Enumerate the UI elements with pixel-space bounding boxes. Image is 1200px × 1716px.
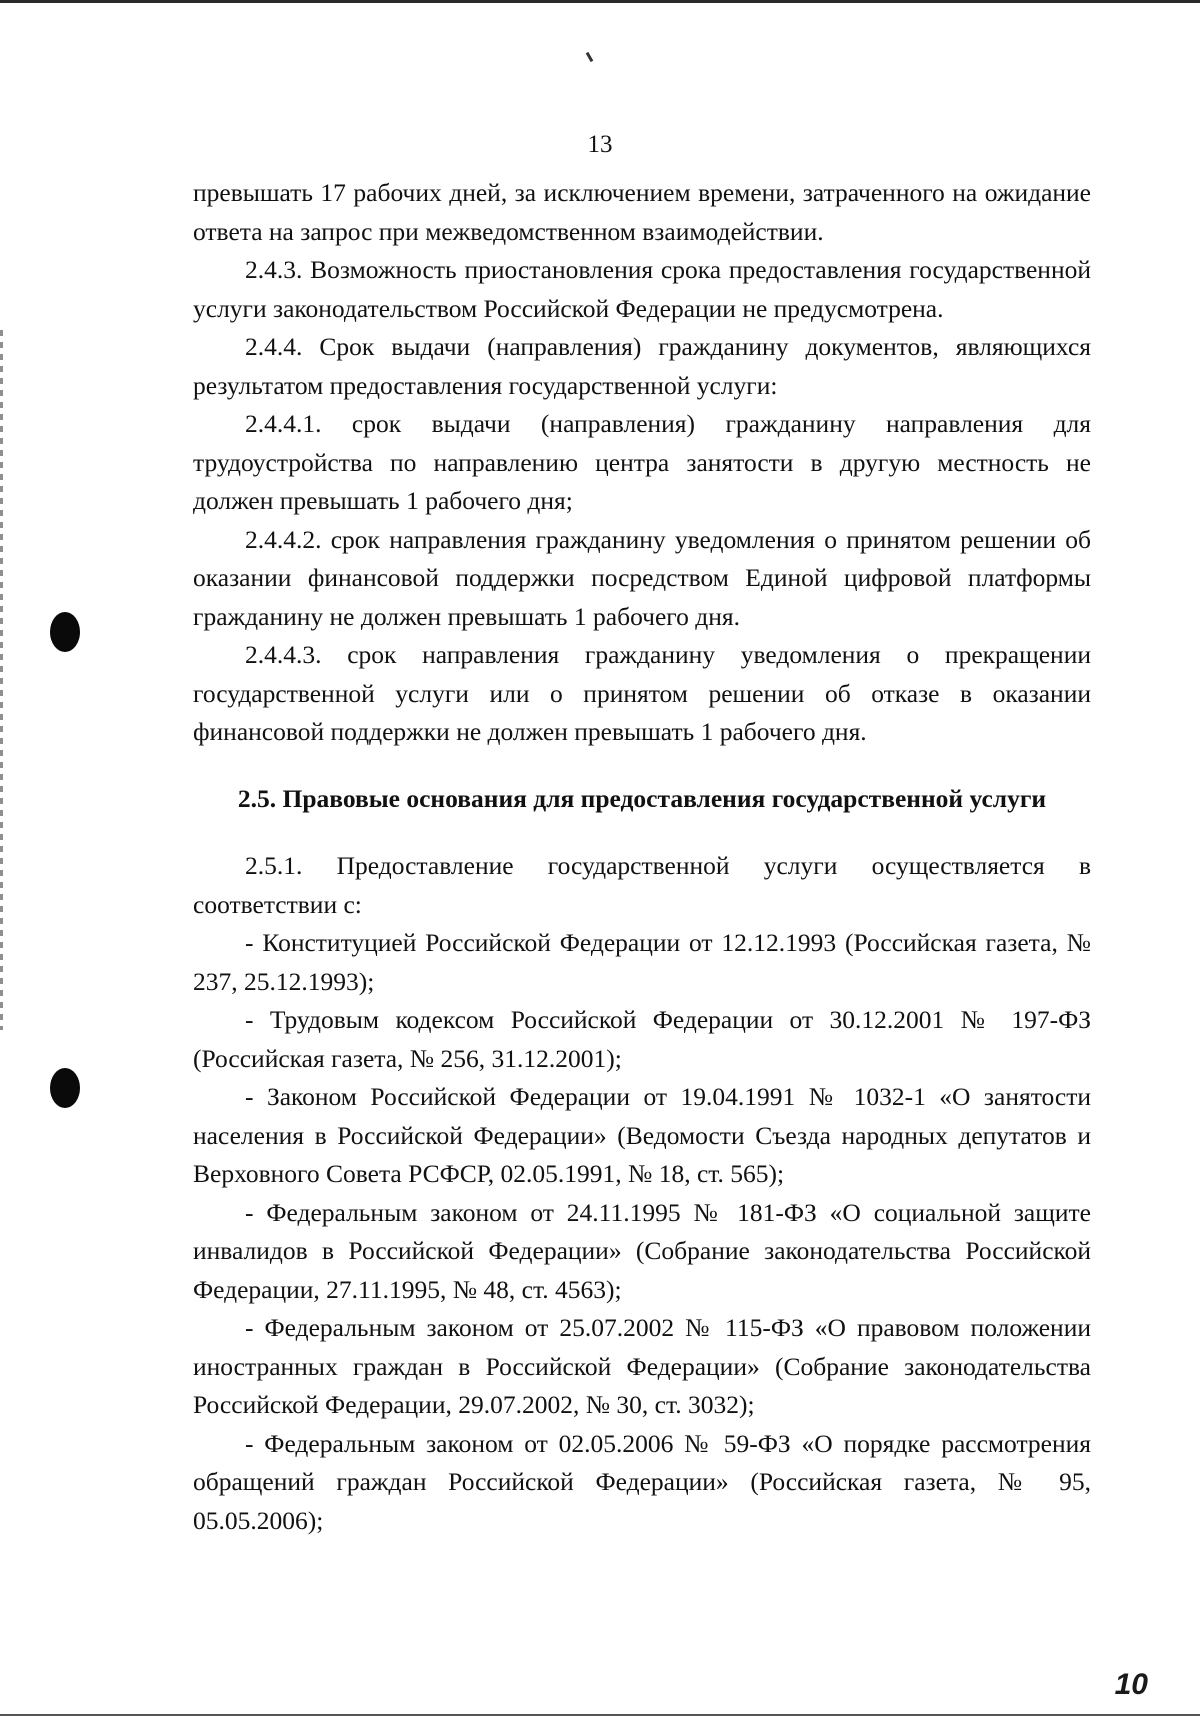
list-item-foreign-citizens-law: - Федеральным законом от 25.07.2002 № 115-ФЗ «О правовом положении иностранных граждан в Российской Федерации» (Собрание законодательства Российской Федерации, 29.07.2002, № 30, ст. 3032); xyxy=(193,1313,1091,1419)
section-heading-2-5: 2.5. Правовые основания для предоставления государственной услуги xyxy=(237,783,1047,813)
paragraph-2-4-4-1: 2.4.4.1. срок выдачи (направления) гражданину направления для трудоустройства по направлению центра занятости в другую местность не должен превышать 1 рабочего дня; xyxy=(193,409,1091,515)
paragraph-2-4-3: 2.4.3. Возможность приостановления срока предоставления государственной услуги законодательством Российской Федерации не предусмотрена. xyxy=(193,255,1091,323)
list-item-labor-code: - Трудовым кодексом Российской Федерации от 30.12.2001 № 197-ФЗ (Российская газета, № 256, 31.12.2001); xyxy=(193,1005,1091,1073)
list-item-disabled-protection-law: - Федеральным законом от 24.11.1995 № 181-ФЗ «О социальной защите инвалидов в Российской Федерации» (Собрание законодательства Российской Федерации, 27.11.1995, № 48, ст. 4563); xyxy=(193,1197,1091,1304)
punch-hole-upper xyxy=(50,612,80,652)
paragraph-continuation: превышать 17 рабочих дней, за исключением времени, затраченного на ожидание ответа на запрос при межведомственном взаимодействии. xyxy=(193,178,1091,246)
paragraph-2-5-1: 2.5.1. Предоставление государственной услуги осуществляется в соответствии с: xyxy=(193,851,1091,919)
list-item-employment-law: - Законом Российской Федерации от 19.04.1991 № 1032-1 «О занятости населения в Российской Федерации» (Ведомости Съезда народных депутатов и Верховного Совета РСФСР, 02.05.1991, № 18, ст. 565); xyxy=(193,1082,1091,1188)
scan-top-edge xyxy=(0,0,1200,3)
scan-speck xyxy=(586,52,594,62)
scan-left-edge xyxy=(0,330,3,1030)
list-item-citizen-appeals-law: - Федеральным законом от 02.05.2006 № 59-ФЗ «О порядке рассмотрения обращений граждан Российской Федерации» (Российская газета, № 95, 05.05.2006); xyxy=(193,1428,1091,1535)
document-body xyxy=(193,174,1091,1540)
list-item-constitution: - Конституцией Российской Федерации от 12.12.1993 (Российская газета, № 237, 25.12.1993); xyxy=(193,928,1091,996)
punch-hole-lower xyxy=(50,1068,80,1108)
paragraph-2-4-4-3: 2.4.4.3. срок направления гражданину уведомления о прекращении государственной услуги или о принятом решении об отказе в оказании финансовой поддержки не должен превышать 1 рабочего дня. xyxy=(193,640,1091,746)
handwritten-sheet-number: 10 xyxy=(1114,1668,1148,1701)
paragraph-2-4-4: 2.4.4. Срок выдачи (направления) гражданину документов, являющихся результатом предоставления государственной услуги: xyxy=(193,332,1091,400)
page-number: 13 xyxy=(587,131,613,158)
paragraph-2-4-4-2: 2.4.4.2. срок направления гражданину уведомления о принятом решении об оказании финансовой поддержки посредством Единой цифровой платформы гражданину не должен превышать 1 рабочего дня. xyxy=(193,524,1091,631)
